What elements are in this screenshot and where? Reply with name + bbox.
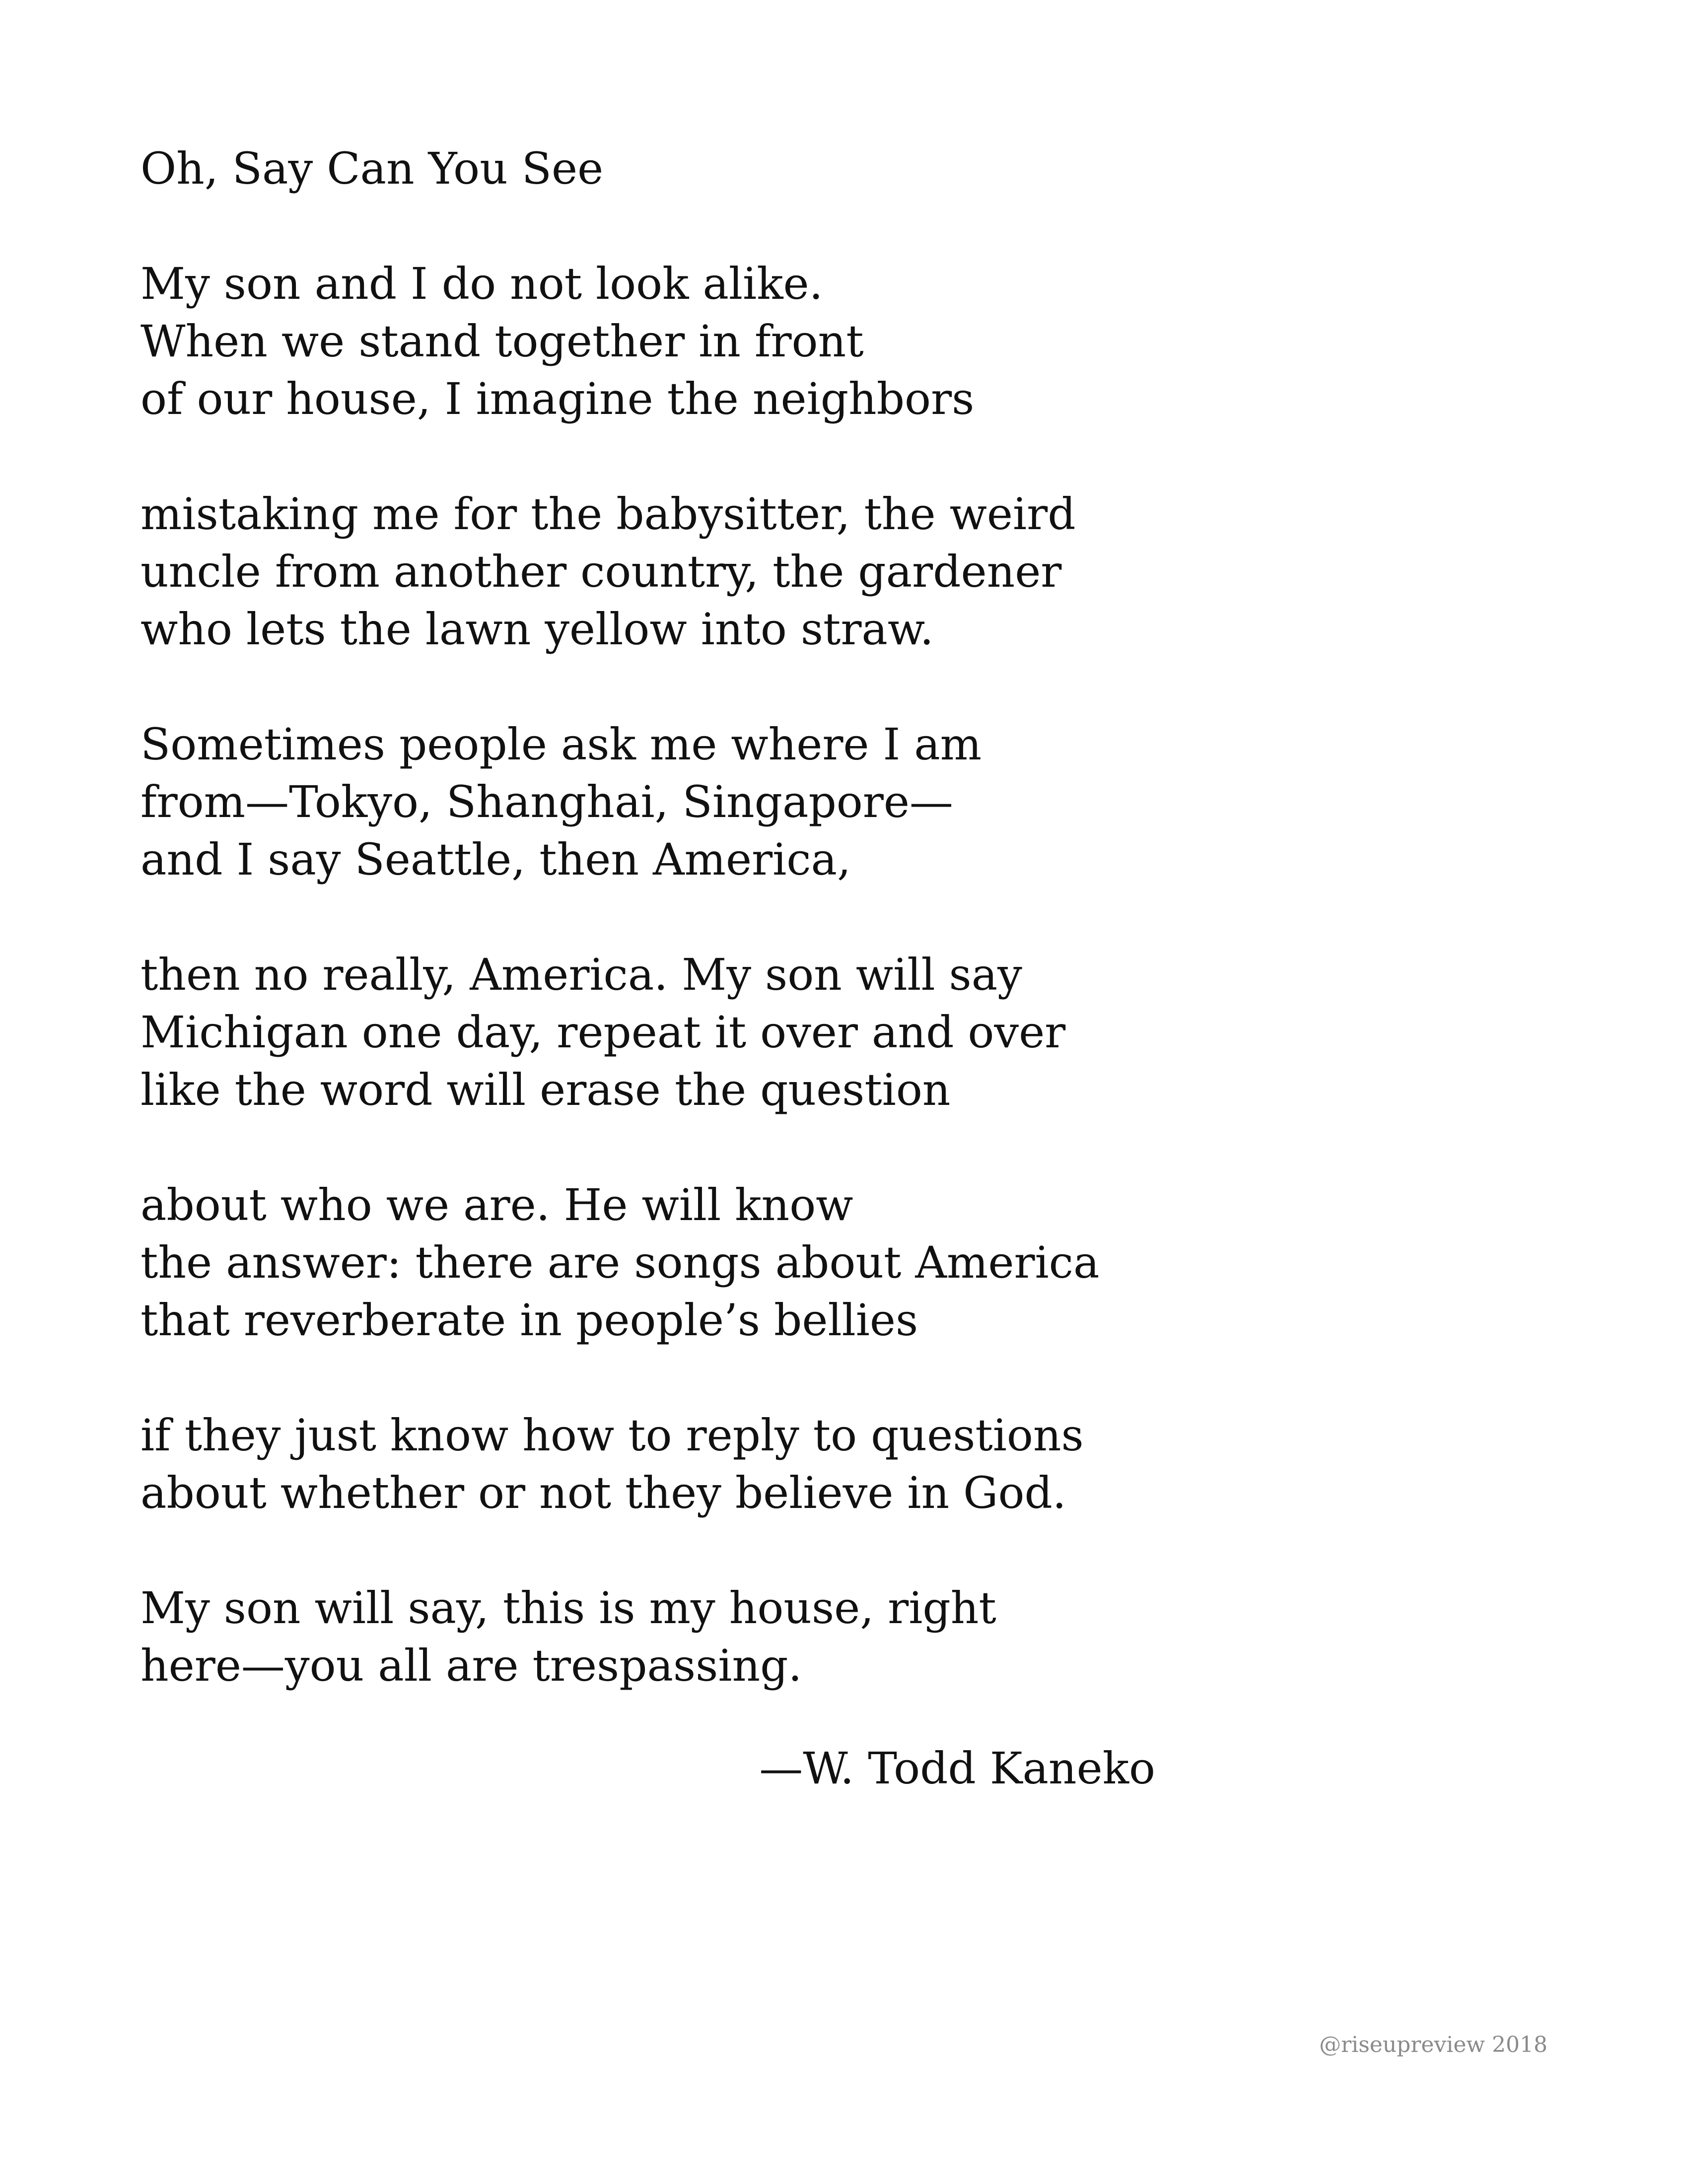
poem-line: then no really, America. My son will say	[141, 949, 1022, 1000]
poem-line: My son and I do not look alike.	[141, 258, 823, 309]
poem-line: here—you all are trespassing.	[141, 1640, 802, 1691]
poem-line: My son will say, this is my house, right	[141, 1582, 996, 1634]
stanza-2	[141, 485, 1183, 658]
stanza-5	[141, 1176, 1183, 1349]
poem-line: uncle from another country, the gardener	[141, 546, 1062, 597]
poem-line: and I say Seattle, then America,	[141, 834, 851, 885]
poem-line: mistaking me for the babysitter, the weird	[141, 488, 1076, 540]
poem-line: about who we are. He will know	[141, 1179, 853, 1230]
poem-line: of our house, I imagine the neighbors	[141, 373, 975, 424]
stanza-spacer	[141, 1522, 1183, 1579]
title-spacer	[141, 198, 1183, 255]
poem-line: the answer: there are songs about America	[141, 1237, 1100, 1288]
poem	[141, 140, 1183, 1695]
footer-credit: @riseupreview 2018	[1319, 2032, 1547, 2057]
poem-line: Michigan one day, repeat it over and over	[141, 1007, 1066, 1058]
poem-line: about whether or not they believe in God.	[141, 1467, 1066, 1518]
stanza-6	[141, 1407, 1183, 1522]
stanza-spacer	[141, 428, 1183, 485]
stanza-3	[141, 716, 1183, 888]
stanza-1	[141, 255, 1183, 428]
poem-line: from—Tokyo, Shanghai, Singapore—	[141, 776, 953, 827]
poem-title: Oh, Say Can You See	[141, 143, 604, 194]
stanza-4	[141, 946, 1183, 1119]
stanza-spacer	[141, 658, 1183, 716]
poem-line: if they just know how to reply to questions	[141, 1410, 1084, 1461]
stanza-7	[141, 1579, 1183, 1695]
poem-line: Sometimes people ask me where I am	[141, 719, 982, 770]
poem-line: who lets the lawn yellow into straw.	[141, 604, 934, 655]
stanza-spacer	[141, 1119, 1183, 1176]
stanza-spacer	[141, 888, 1183, 946]
poem-line: that reverberate in people’s bellies	[141, 1295, 918, 1346]
poem-line: When we stand together in front	[141, 316, 864, 367]
stanza-spacer	[141, 1349, 1183, 1407]
poem-author: —W. Todd Kaneko	[759, 1743, 1155, 1794]
poem-line: like the word will erase the question	[141, 1064, 951, 1115]
